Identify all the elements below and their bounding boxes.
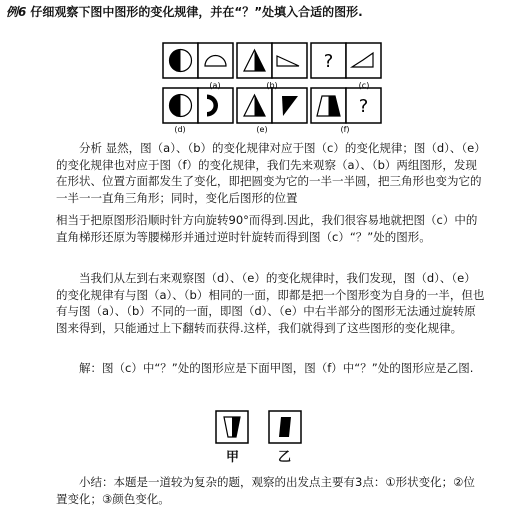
answer-jia <box>216 411 248 443</box>
label-b: (b) <box>266 81 278 90</box>
question-mark-f: ? <box>358 96 369 117</box>
label-d: (d) <box>174 125 186 134</box>
label-f: (f) <box>340 125 350 134</box>
example-number: 例6 <box>6 5 27 19</box>
label-e: (e) <box>256 125 268 134</box>
answer-yi <box>269 411 301 443</box>
question-mark-c: ? <box>323 51 334 72</box>
summary-paragraph: 小结：本题是一道较为复杂的题，观察的出发点主要有3点：①形状变化；②位置变化；③颜色变化。 <box>56 475 475 506</box>
analysis-paragraph-1: 分析 显然，图（a）、（b）的变化规律对应于图（c）的变化规律；图（d）、（e）的变化规律也对应于图（f）的变化规律，我们先来观察（a）、（b）两组图形，发现在形状、位置方面都发生了变化，即把圆变为它的一半一半圆，把三角形也变为它的一半一一直角三角形；同时，变化后图形的位置 <box>56 141 486 205</box>
analysis-paragraph-2: 相当于把原图形沿顺时针方向旋转90°而得到.因此，我们很容易地就把图（c）中的直角梯形还原为等腰梯形并通过逆时针旋转而得到图（c）“？”处的图形。 <box>56 213 478 244</box>
analysis-paragraph-3: 当我们从左到右来观察图（d）、（e）的变化规律时，我们发现，图（d）、（e）的变化规律有与图（a）、（b）相同的一面，即都是把一个图形变为自身的一半，但也有与图（a）、（b）不同的一面，即图（d）、（e）中右半部分的图形无法通过旋转原图来得到，只能通过上下翻转而获得.这样，我们就得到了这些图形的变化规律。 <box>56 271 485 335</box>
answer-label-jia: 甲 <box>226 450 240 465</box>
answer-label-yi: 乙 <box>278 450 292 465</box>
label-a: (a) <box>209 81 221 90</box>
label-c: (c) <box>358 81 370 90</box>
example-question: 仔细观察下图中图形的变化规律，并在“？”处填入合适的图形. <box>30 5 363 19</box>
solution-paragraph: 解：图（c）中“？”处的图形应是下面甲图，图（f）中“？”处的图形应是乙图. <box>79 361 474 375</box>
